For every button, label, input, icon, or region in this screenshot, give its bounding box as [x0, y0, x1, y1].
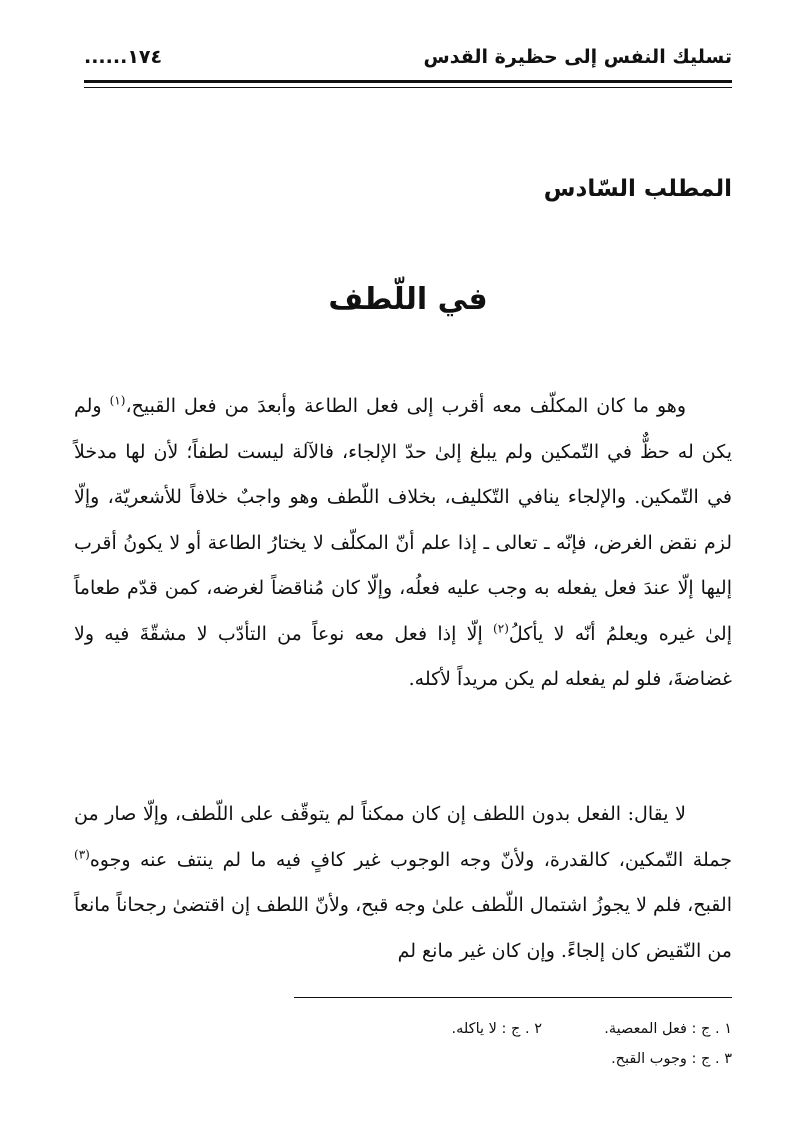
paragraph-1-text-b: ولم يكن له حظٌّ في التّمكين ولم يبلغ إلىٰ حدّ الإلجاء، فالآلة ليست لطفاً؛ لأن لها مدخلاً في التّمكين. والإلجاء ينافي التّكليف، بخلاف اللّطف وهو واجبٌ خلافاً للأشعريّة، وإلّا لزم نقض الغرض، فإنّه ـ تعالى ـ إذا علم أنّ المكلّف لا يختارُ الطاعة أو لا يكونُ أقرب إليها إلّا عندَ فعل يفعله به وجب عليه فعلُه، وإلّا كان مُناقضاً لغرضه، كمن قدّم طعاماً إلىٰ غيره ويعلمُ أنّه لا يأكلُ	[74, 395, 732, 645]
footnote-ref-1: (١)	[109, 393, 126, 408]
footnote-row	[84, 1014, 732, 1044]
paragraph-2-text-b: القبح، فلم لا يجوزُ اشتمال اللّطف علىٰ وجه قبح، ولأنّ اللطف إن اقتضىٰ رجحاناً مانعاً من النّقيض كان إلجاءً. وإن كان غير مانع لم	[74, 894, 732, 962]
footnote-rule	[294, 997, 732, 998]
running-header	[84, 40, 732, 74]
paragraph-1-text-c: إلّا إذا فعل معه نوعاً من التأدّب لا مشقّةَ فيه ولا غضاضةَ، فلو لم يفعله لم يكن مريداً لأكله.	[74, 622, 732, 690]
paragraph-2	[74, 792, 732, 974]
footnote-3: ٣ . ج : وجوب القبح.	[611, 1051, 732, 1067]
paragraph-1	[74, 384, 732, 703]
footnote-row	[84, 1044, 732, 1074]
header-rule-thick	[84, 80, 732, 83]
section-label: المطلب السّادس	[543, 176, 732, 202]
footnote-1: ١ . ج : فعل المعصية.	[604, 1021, 732, 1037]
footnote-ref-3: (٣)	[74, 847, 90, 862]
page-number: ١٧٤......	[84, 46, 163, 68]
footnote-ref-2: (٢)	[493, 621, 509, 636]
paragraph-2-text-a: لا يقال: الفعل بدون اللطف إن كان ممكناً لم يتوقّف على اللّطف، وإلّا صار من جملة التّمكين، كالقدرة، ولأنّ وجه الوجوب غير كافٍ فيه ما لم ينتف عنه وجوه	[74, 803, 732, 871]
book-title: تسليك النفس إلى حظيرة القدس	[423, 46, 732, 68]
chapter-title: في اللّطف	[328, 282, 488, 317]
header-rule-thin	[84, 87, 732, 88]
paragraph-1-text-a: وهو ما كان المكلّف معه أقرب إلى فعل الطاعة وأبعدَ من فعل القبيح،	[125, 395, 687, 417]
footnote-2: ٢ . ج : لا ياكله.	[451, 1021, 542, 1037]
footnotes	[84, 1014, 732, 1074]
